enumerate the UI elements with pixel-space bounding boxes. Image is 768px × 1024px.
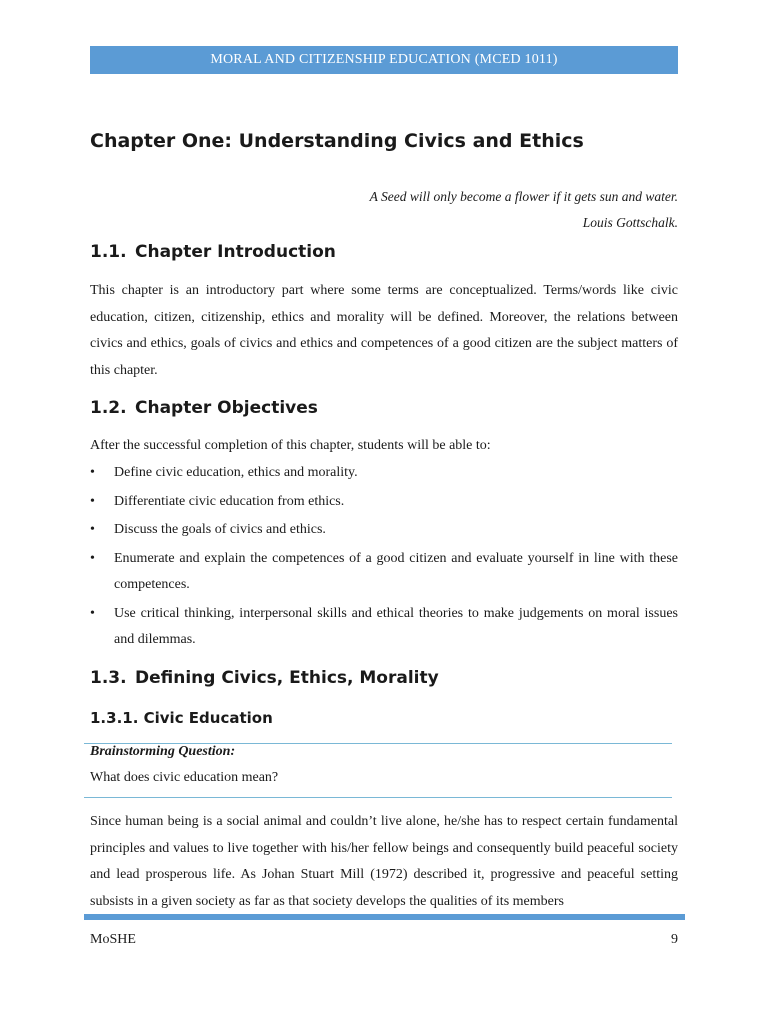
section-number: 1.3.	[90, 668, 127, 688]
brainstorm-question: What does civic education mean?	[90, 770, 279, 785]
section-heading-intro	[90, 242, 336, 262]
civic-education-paragraph: Since human being is a social animal and couldn’t live alone, he/she has to respect certain fundamental principles and values to live together with his/her fellow beings and consequently build peaceful society and lead prosperous life. As Johan Stuart Mill (1972) described it, progressive and peaceful setting subsists in a given society as far as that society develops the qualities of its members	[90, 814, 678, 909]
bullet-icon: •	[90, 522, 95, 537]
list-item-text: Differentiate civic education from ethics.	[114, 493, 345, 509]
section-title: Chapter Introduction	[135, 242, 336, 262]
footer-rule	[84, 914, 685, 920]
list-item-text: Use critical thinking, interpersonal skills and ethical theories to make judgements on moral issues and dilemmas.	[114, 605, 678, 647]
epigraph-quote: A Seed will only become a flower if it gets sun and water.	[369, 189, 678, 204]
bullet-icon: •	[90, 605, 95, 621]
footer-label: MoSHE	[90, 932, 136, 947]
subsection-heading-civic-education: 1.3.1. Civic Education	[90, 709, 273, 727]
chapter-title: Chapter One: Understanding Civics and Ethics	[90, 130, 584, 152]
list-item-text: Enumerate and explain the competences of a good citizen and evaluate yourself in line with these competences.	[114, 550, 678, 592]
bullet-icon: •	[90, 493, 95, 509]
section-title: Chapter Objectives	[135, 398, 318, 418]
list-item	[90, 460, 678, 487]
header-title: MORAL AND CITIZENSHIP EDUCATION (MCED 1011)	[210, 52, 558, 67]
divider-line	[84, 797, 672, 798]
bullet-icon: •	[90, 465, 95, 480]
list-item	[90, 489, 678, 516]
bullet-icon: •	[90, 550, 95, 566]
intro-paragraph: This chapter is an introductory part where some terms are conceptualized. Terms/words like civic education, citizen, citizenship, ethics and morality will be defined. Moreover, the relations between civics and ethics, goals of civics and ethics and competences of a good citizen are the subject matters of this chapter.	[90, 283, 678, 378]
section-number: 1.2.	[90, 398, 127, 418]
section-heading-objectives	[90, 398, 318, 418]
objectives-lead: After the successful completion of this chapter, students will be able to:	[90, 438, 491, 453]
brainstorm-title: Brainstorming Question:	[90, 744, 236, 759]
section-number: 1.1.	[90, 242, 127, 262]
section-title: Defining Civics, Ethics, Morality	[135, 668, 439, 688]
epigraph-author: Louis Gottschalk.	[582, 215, 678, 230]
list-item-text: Define civic education, ethics and morality.	[114, 465, 358, 480]
page-header-bar	[90, 46, 678, 74]
list-item	[90, 601, 678, 654]
section-heading-defining	[90, 668, 439, 688]
list-item	[90, 517, 678, 544]
objectives-list	[90, 460, 678, 656]
page-number: 9	[671, 932, 678, 947]
list-item	[90, 546, 678, 599]
list-item-text: Discuss the goals of civics and ethics.	[114, 522, 326, 537]
